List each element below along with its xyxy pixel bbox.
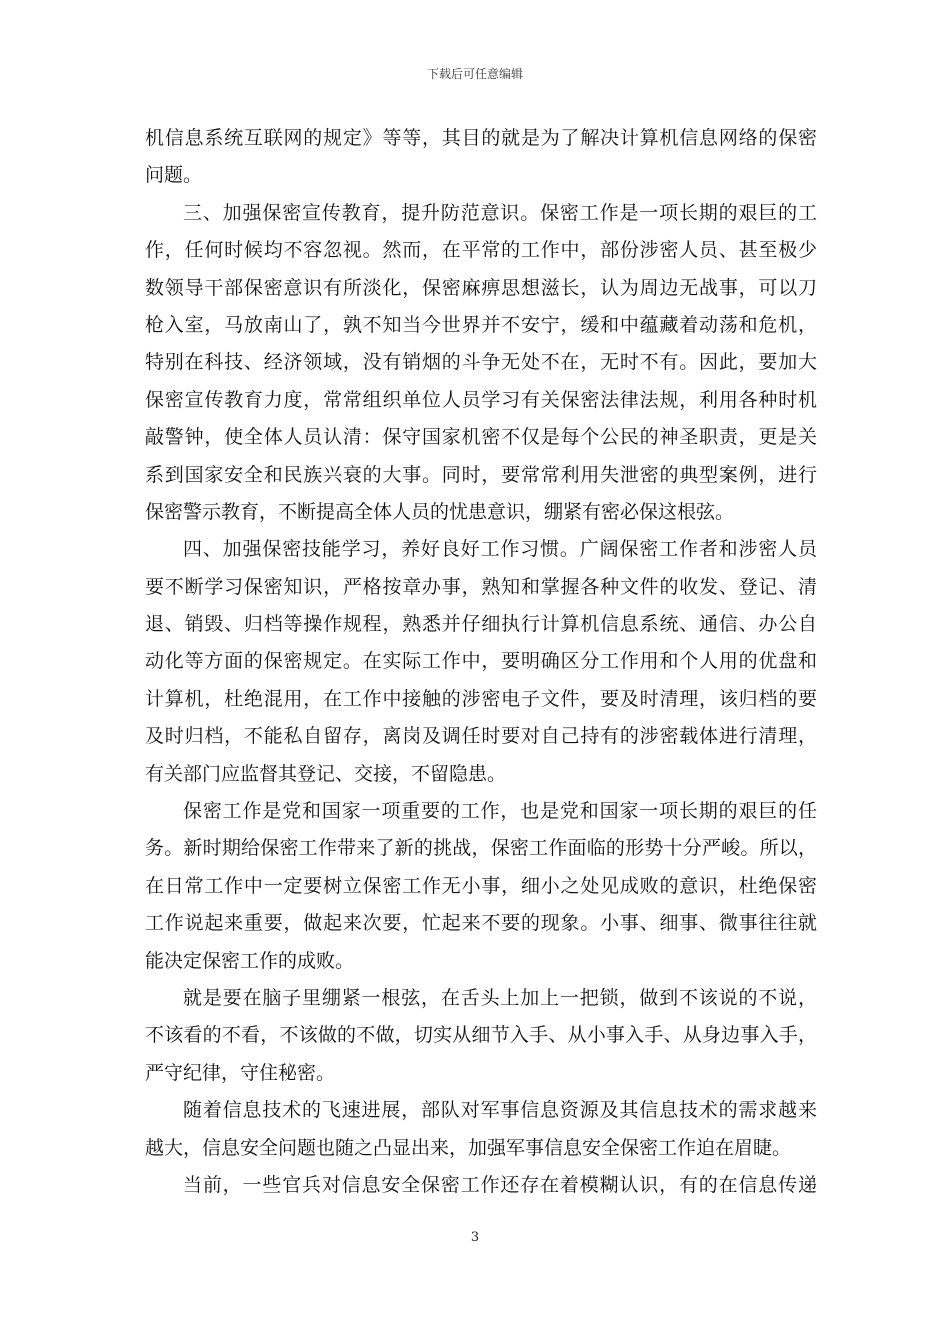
text-line: 敲警钟，使全体人员认清：保守国家机密不仅是每个公民的神圣职责，更是关 — [145, 426, 817, 449]
text-line: 保密工作是党和国家一项重要的工作，也是党和国家一项长期的艰巨的任 — [183, 800, 817, 823]
text-line: 就是要在脑子里绷紧一根弦，在舌头上加上一把锁，做到不该说的不说， — [183, 986, 817, 1009]
text-line: 数领导干部保密意识有所淡化，保密麻痹思想滋长，认为周边无战事，可以刀 — [145, 276, 817, 299]
text-line: 越大，信息安全问题也随之凸显出来，加强军事信息安全保密工作迫在眉睫。 — [145, 1136, 792, 1159]
text-line: 在日常工作中一定要树立保密工作无小事，细小之处见成败的意识，杜绝保密 — [145, 874, 817, 897]
text-line: 不该看的不看，不该做的不做，切实从细节入手、从小事入手、从身边事入手， — [145, 1024, 817, 1047]
text-line: 当前，一些官兵对信息安全保密工作还存在着模糊认识，有的在信息传递 — [183, 1173, 817, 1196]
document-body — [145, 120, 817, 1204]
text-line: 动化等方面的保密规定。在实际工作中，要明确区分工作用和个人用的优盘和 — [145, 650, 817, 673]
text-line: 务。新时期给保密工作带来了新的挑战，保密工作面临的形势十分严峻。所以， — [145, 837, 817, 860]
text-line: 机信息系统互联网的规定》等等，其目的就是为了解决计算机信息网络的保密 — [145, 127, 817, 149]
page-number: 3 — [470, 1230, 480, 1245]
page-header: 下载后可任意编辑 — [426, 67, 523, 81]
text-line: 工作说起来重要，做起来次要，忙起来不要的现象。小事、细事、微事往往就 — [145, 912, 817, 935]
text-line: 退、销毁、归档等操作规程，熟悉并仔细执行计算机信息系统、通信、办公自 — [145, 613, 817, 636]
text-line: 计算机，杜绝混用，在工作中接触的涉密电子文件，要及时清理，该归档的要 — [145, 687, 817, 710]
text-line: 要不断学习保密知识，严格按章办事，熟知和掌握各种文件的收发、登记、清 — [145, 575, 817, 598]
text-line: 保密警示教育，不断提高全体人员的忧患意识，绷紧有密必保这根弦。 — [145, 500, 735, 523]
text-line: 四、加强保密技能学习，养好良好工作习惯。广阔保密工作者和涉密人员 — [183, 538, 817, 561]
text-line: 系到国家安全和民族兴衰的大事。同时，要常常利用失泄密的典型案例，进行 — [145, 463, 817, 486]
text-line: 特别在科技、经济领域，没有销烟的斗争无处不在，无时不有。因此，要加大 — [145, 351, 817, 374]
text-line: 保密宣传教育力度，常常组织单位人员学习有关保密法律法规，利用各种时机 — [145, 388, 817, 411]
text-line: 作，任何时候均不容忽视。然而，在平常的工作中，部份涉密人员、甚至极少 — [145, 239, 817, 262]
text-line: 随着信息技术的飞速进展，部队对军事信息资源及其信息技术的需求越来 — [183, 1099, 817, 1122]
text-line: 枪入室，马放南山了，孰不知当今世界并不安宁，缓和中蕴藏着动荡和危机， — [145, 313, 817, 336]
text-line: 及时归档，不能私自留存，离岗及调任时要对自己持有的涉密载体进行清理， — [145, 725, 817, 748]
text-line: 问题。 — [145, 164, 203, 187]
text-line: 三、加强保密宣传教育，提升防范意识。保密工作是一项长期的艰巨的工 — [183, 201, 817, 224]
text-line: 能决定保密工作的成败。 — [145, 949, 355, 972]
text-line: 有关部门应监督其登记、交接，不留隐患。 — [145, 762, 507, 785]
text-line: 严守纪律，守住秘密。 — [145, 1061, 336, 1084]
